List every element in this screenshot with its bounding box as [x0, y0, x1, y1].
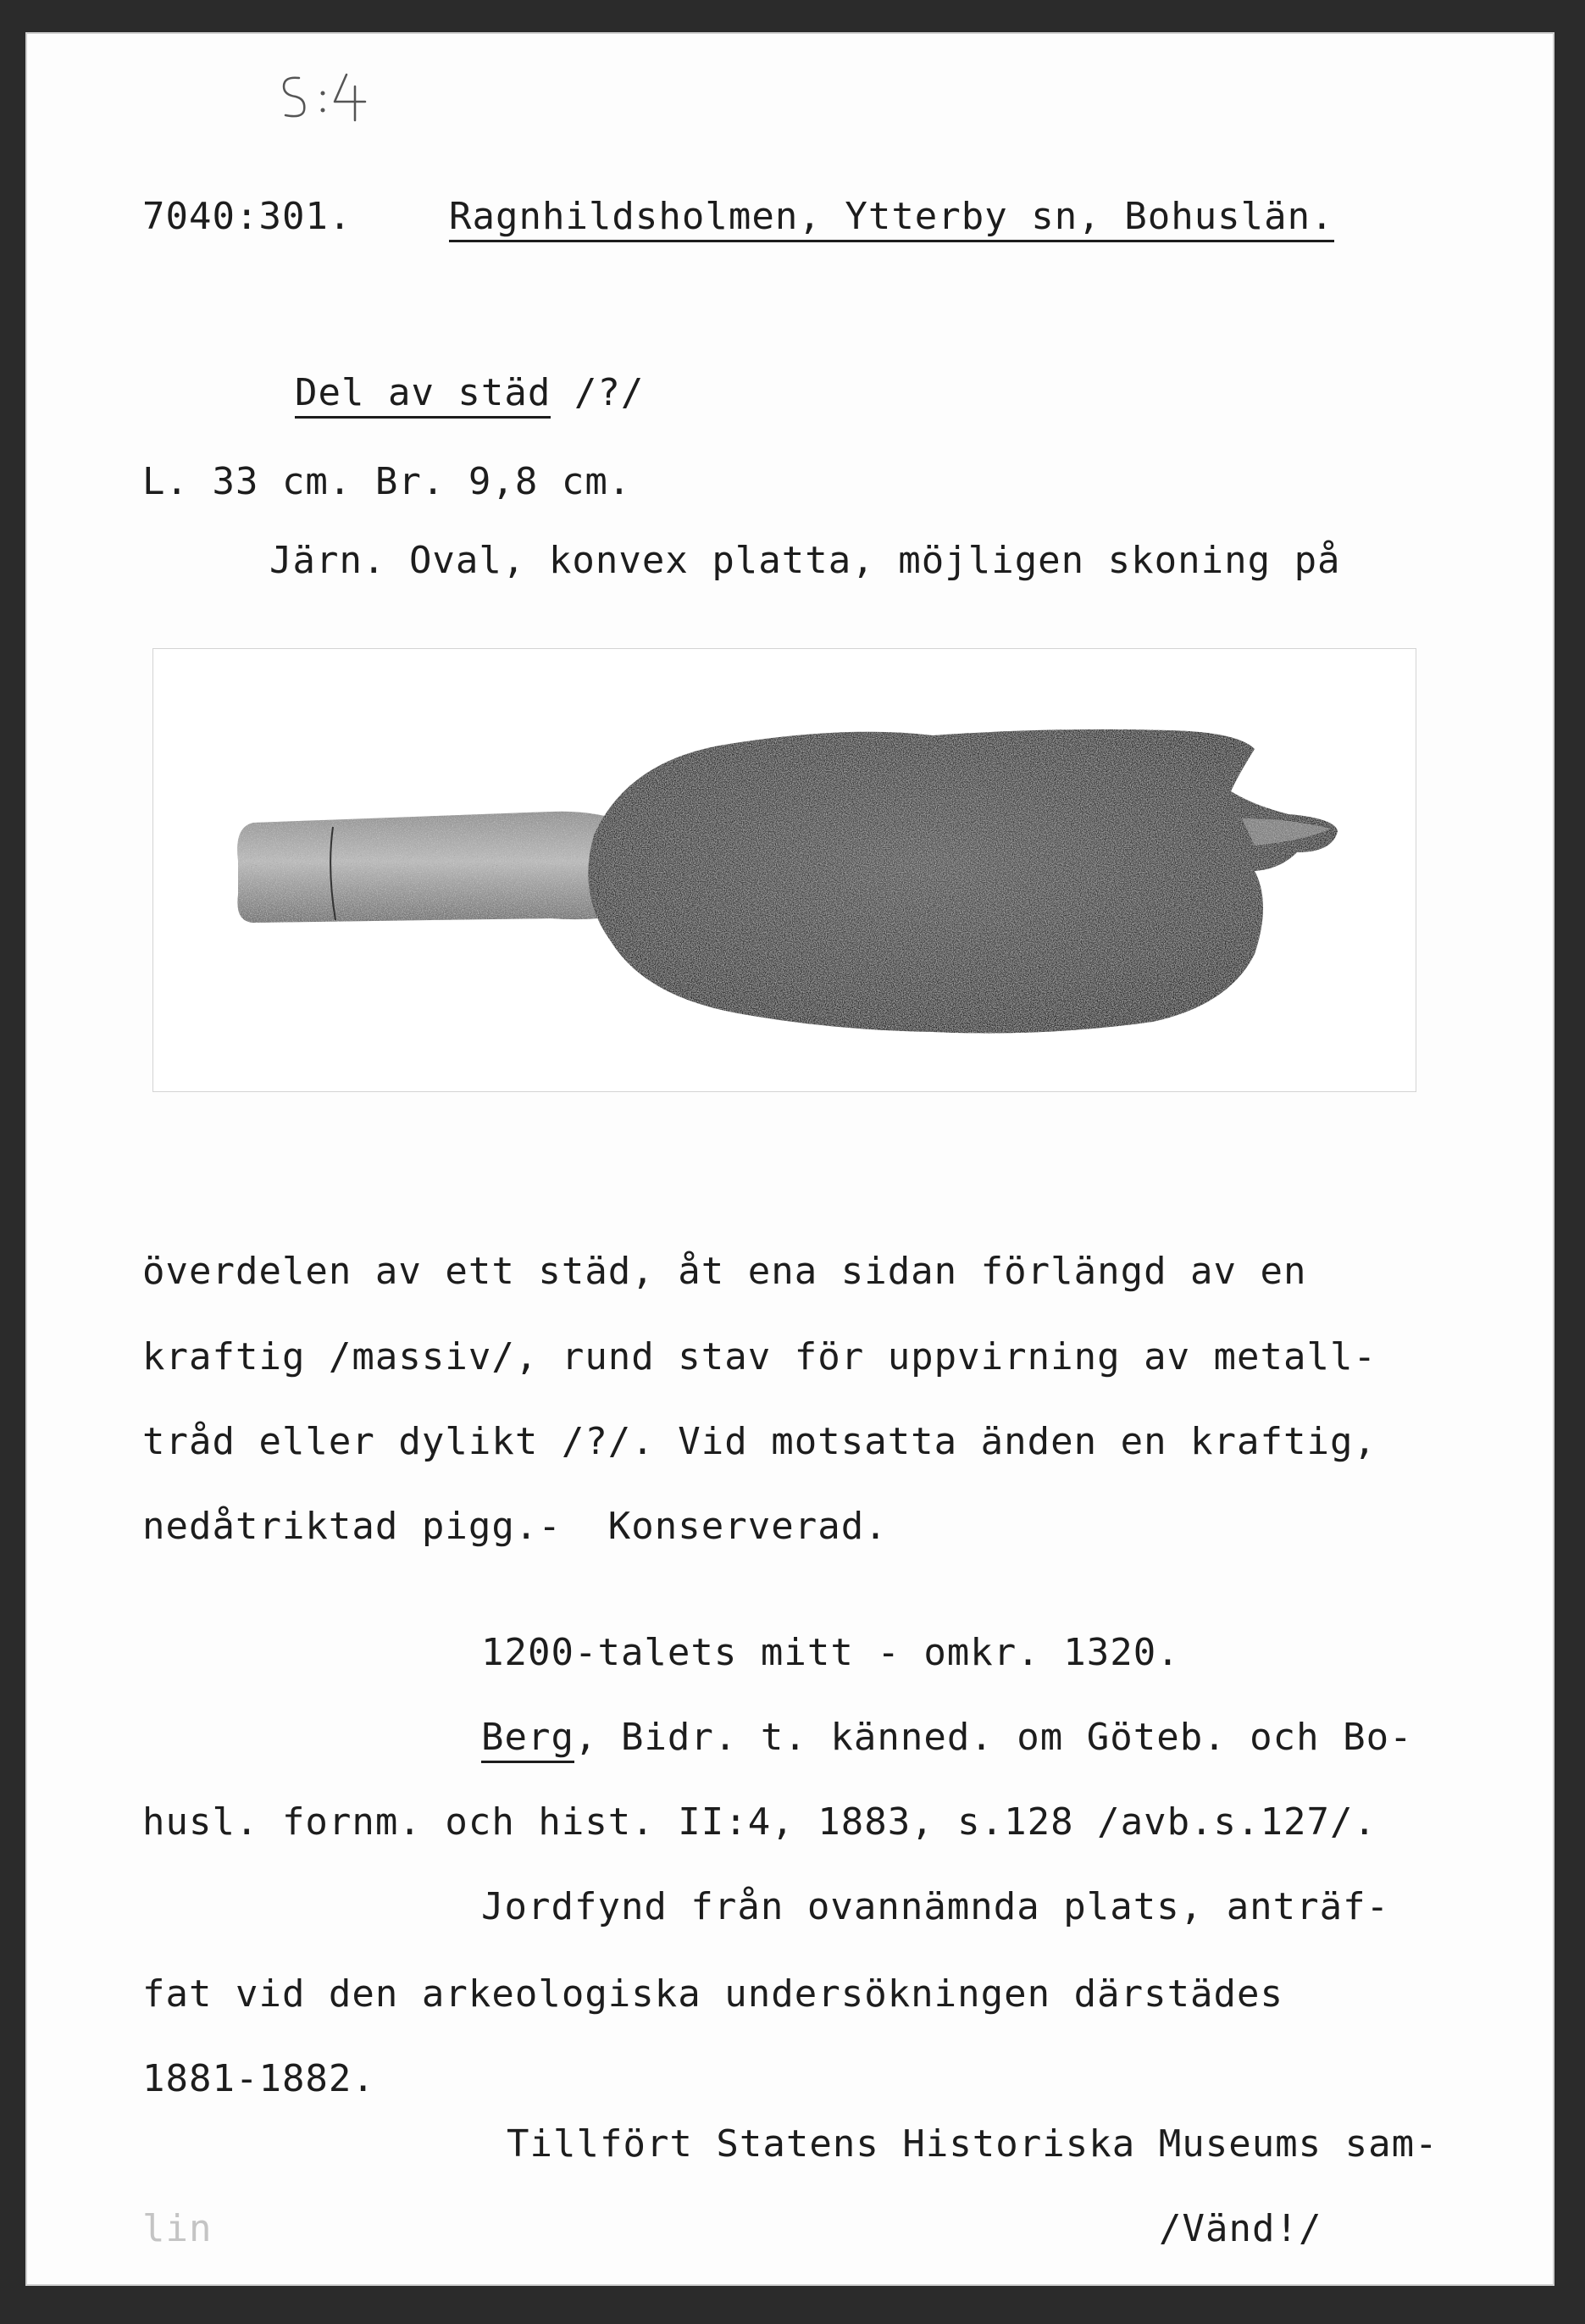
item-name: Del av städ [295, 371, 551, 419]
object-photograph [152, 648, 1416, 1092]
anvil-fragment-image [153, 649, 1416, 1091]
find-place [449, 195, 1334, 239]
description-line-1: överdelen av ett städ, åt ena sidan förlängd av en [142, 1250, 1307, 1293]
plate-shape [588, 729, 1338, 1034]
continuation-fragment: lin [142, 2207, 213, 2250]
find-context-line-1: Jordfynd från ovannämnda plats, anträf- [481, 1885, 1390, 1928]
description-line-3: tråd eller dylikt /?/. Vid motsatta änden en kraftig, [142, 1420, 1377, 1463]
item-name-suffix: /?/ [574, 371, 645, 414]
description-first-line: Järn. Oval, konvex platta, möjligen skoning på [269, 539, 1341, 582]
description-line-2: kraftig /massiv/, rund stav för uppvirning av metall- [142, 1335, 1377, 1378]
literature-line-2: husl. fornm. och hist. II:4, 1883, s.128 /avb.s.127/. [142, 1800, 1377, 1844]
catalog-number: 7040:301. [142, 195, 352, 238]
literature-title: , Bidr. t. känned. om Göteb. och Bo- [574, 1716, 1413, 1759]
acquisition: Tillfört Statens Historiska Museums sam- [507, 2122, 1438, 2166]
description-line-4: nedåtriktad pigg.- Konserverad. [142, 1505, 888, 1548]
handwritten-note-drawing [274, 68, 384, 127]
literature-author: Berg [481, 1716, 574, 1763]
find-context-line-2: fat vid den arkeologiska undersökningen därstädes [142, 1972, 1284, 2016]
find-context-line-3: 1881-1882. [142, 2057, 375, 2100]
item-dimensions: L. 33 cm. Br. 9,8 cm. [142, 460, 632, 503]
turn-page-note: /Vänd!/ [1159, 2207, 1322, 2250]
literature-line-1 [481, 1716, 1413, 1760]
rod-shape [237, 812, 628, 923]
find-place-text: Ragnhildsholmen, Ytterby sn, Bohuslän. [449, 195, 1334, 242]
dating: 1200-talets mitt - omkr. 1320. [481, 1631, 1180, 1674]
catalog-card [25, 32, 1555, 2286]
handwritten-note [274, 68, 384, 127]
item-title [295, 371, 644, 415]
